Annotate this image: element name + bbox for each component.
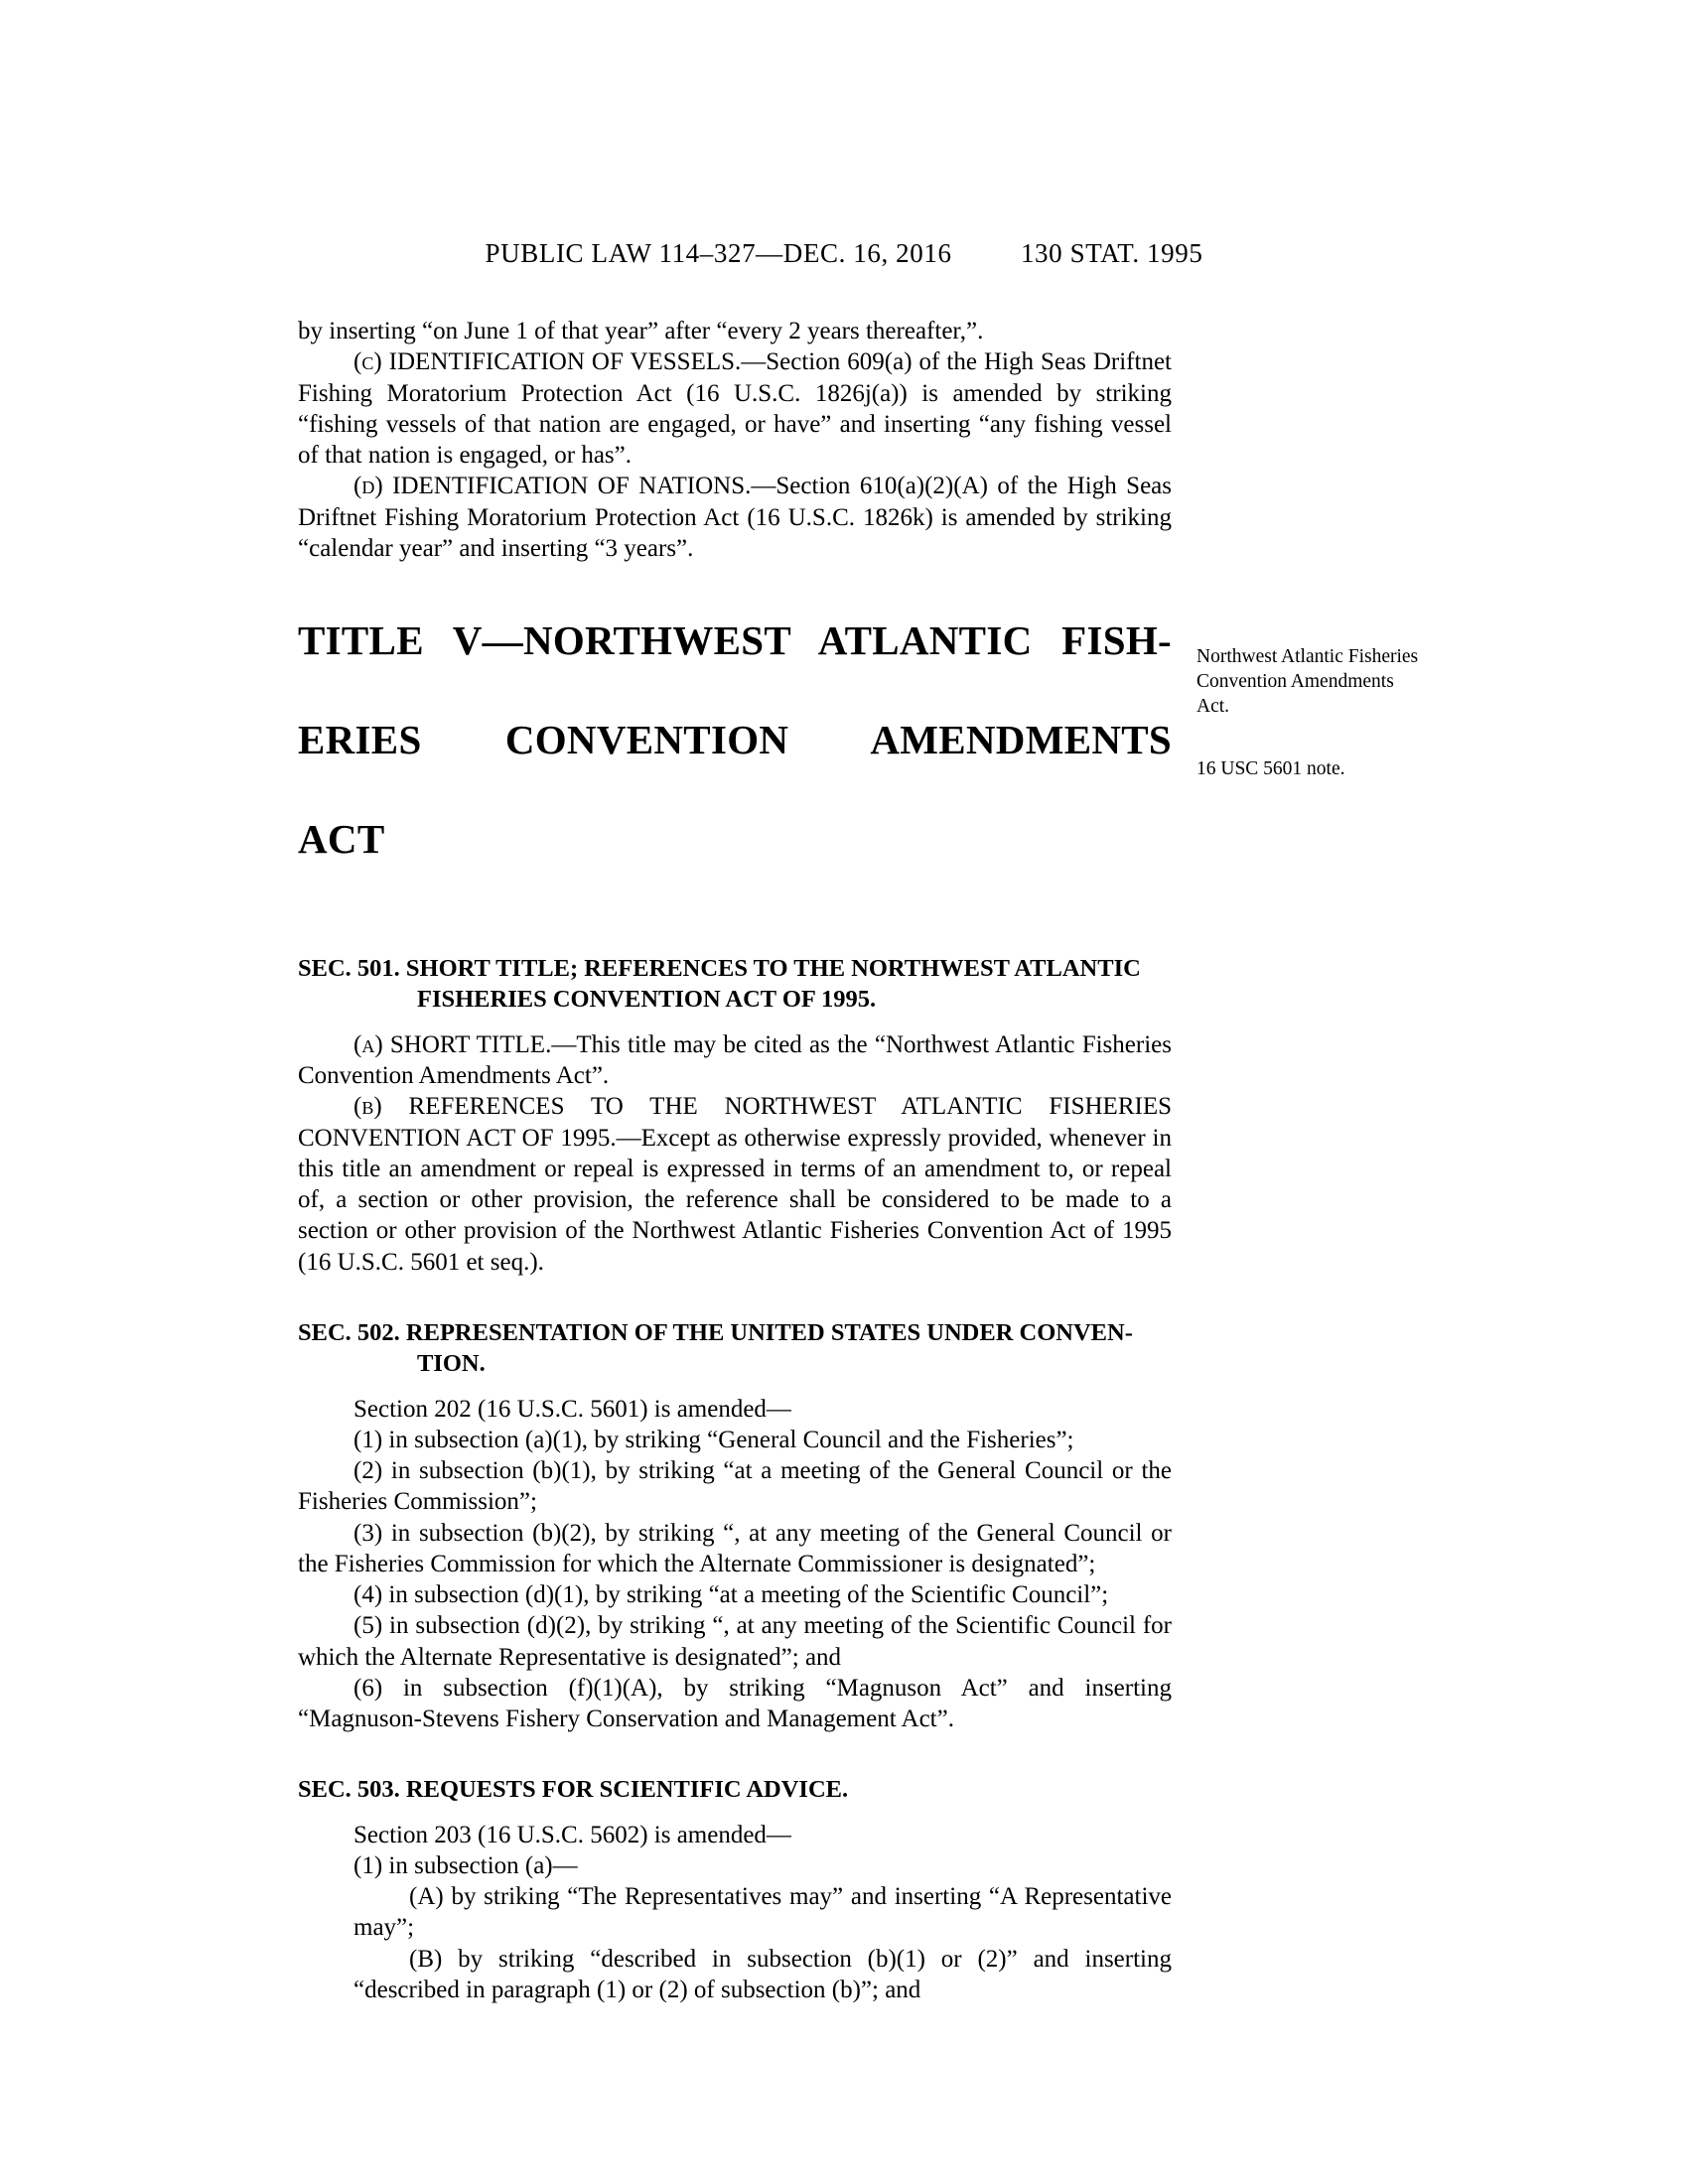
paragraph-continued: by inserting “on June 1 of that year” after “every 2 years thereafter,”. <box>298 318 984 344</box>
margin-notes <box>1196 645 1425 782</box>
section-502-heading-line2: TION. <box>417 1350 486 1378</box>
section-502-heading-line1: SEC. 502. REPRESENTATION OF THE UNITED STATES UNDER CONVEN- <box>298 1318 1133 1346</box>
sidenote-usc-note: 16 USC 5601 note. <box>1196 757 1345 779</box>
paragraph-c <box>298 346 1172 471</box>
paragraph-c-text: —Section 609(a) of the High Seas Driftnet Fishing Moratorium Protection Act (16 U.S.C. 1826j(a)) is amended by striking “fishing vessels of that nation are engaged, or have” and inserting “any fishing vessel of that nation is engaged, or has”. <box>298 348 1172 469</box>
section-501-paragraph-b <box>298 1091 1172 1278</box>
sidenote-act-name: Northwest Atlantic Fisheries Convention Amendments Act. <box>1196 646 1419 717</box>
section-501-paragraph-a <box>298 1029 1172 1092</box>
section-501-body <box>298 1029 1172 1278</box>
section-502-item-4: (4) in subsection (d)(1), by striking “at a meeting of the Scientific Council”; <box>353 1581 1109 1609</box>
section-501-heading-line2: FISHERIES CONVENTION ACT OF 1995. <box>417 986 877 1014</box>
title-line-3: ACT <box>298 816 385 863</box>
section-503-item-1: (1) in subsection (a)— <box>353 1851 578 1879</box>
section-501-paragraph-a-label: (a) SHORT TITLE. <box>353 1030 552 1058</box>
paragraph-d <box>298 471 1172 564</box>
section-501-heading-line1: SEC. 501. SHORT TITLE; REFERENCES TO THE NORTHWEST ATLANTIC <box>298 955 1141 983</box>
section-502-heading <box>298 1317 1172 1380</box>
section-502-item-5: (5) in subsection (d)(2), by striking “, at any meeting of the Scientific Council for which the Alternate Representative is designated”; and <box>298 1612 1172 1671</box>
paragraph-d-label: (d) IDENTIFICATION OF NATIONS. <box>353 473 752 500</box>
section-503-heading <box>298 1774 1172 1805</box>
header-stat-citation: 130 STAT. 1995 <box>1020 238 1203 268</box>
section-503-item-b: (B) by striking “described in subsection (b)(1) or (2)” and inserting “described in paragraph (1) or (2) of subsection (b)”; and <box>353 1945 1172 2003</box>
paragraph-d-text: —Section 610(a)(2)(A) of the High Seas Driftnet Fishing Moratorium Protection Act (16 U.S.C. 1826k) is amended by striking “calendar year” and inserting “3 years”. <box>298 473 1172 562</box>
section-503-heading-line1: SEC. 503. REQUESTS FOR SCIENTIFIC ADVICE. <box>298 1776 849 1804</box>
section-502-item-6: (6) in subsection (f)(1)(A), by striking “Magnuson Act” and inserting “Magnuson-Stevens Fishery Conservation and Management Act”. <box>298 1674 1172 1733</box>
title-heading <box>298 615 1172 913</box>
section-501-paragraph-b-label: (b) REFERENCES TO THE NORTHWEST ATLANTIC FISHERIES CONVENTION ACT OF 1995. <box>298 1093 1172 1152</box>
title-line-1: TITLE V—NORTHWEST ATLANTIC FISH- <box>298 617 1172 663</box>
paragraph-c-label: (c) IDENTIFICATION OF VESSELS. <box>353 348 742 376</box>
section-501-heading <box>298 953 1172 1016</box>
section-501-paragraph-a-text: —This title may be cited as the “Northwest Atlantic Fisheries Convention Amendments Act”. <box>298 1030 1172 1090</box>
section-503-item-a: (A) by striking “The Representatives may” and inserting “A Representative may”; <box>353 1883 1172 1942</box>
header-law-citation: PUBLIC LAW 114–327—DEC. 16, 2016 <box>485 238 952 268</box>
section-502-item-1: (1) in subsection (a)(1), by striking “General Council and the Fisheries”; <box>353 1426 1074 1453</box>
section-502-item-3: (3) in subsection (b)(2), by striking “, at any meeting of the General Council or the Fisheries Commission for which the Alternate Commissioner is designated”; <box>298 1519 1172 1577</box>
document-body <box>298 316 1172 2005</box>
section-502-item-2: (2) in subsection (b)(1), by striking “at a meeting of the General Council or the Fisheries Commission”; <box>298 1457 1172 1516</box>
page-header <box>0 238 1688 269</box>
section-501-paragraph-b-text: —Except as otherwise expressly provided, whenever in this title an amendment or repeal is expressed in terms of an amendment to, or repeal of, a section or other provision, the reference shall be considered to be made to a section or other provision of the Northwest Atlantic Fisheries Convention Act of 1995 (16 U.S.C. 5601 et seq.). <box>298 1124 1172 1276</box>
title-line-2: ERIES CONVENTION AMENDMENTS <box>298 717 1172 763</box>
section-502-body <box>298 1394 1172 1735</box>
section-502-lead: Section 202 (16 U.S.C. 5601) is amended— <box>353 1395 791 1423</box>
section-503-body <box>298 1820 1172 2006</box>
section-503-lead: Section 203 (16 U.S.C. 5602) is amended— <box>353 1821 791 1848</box>
